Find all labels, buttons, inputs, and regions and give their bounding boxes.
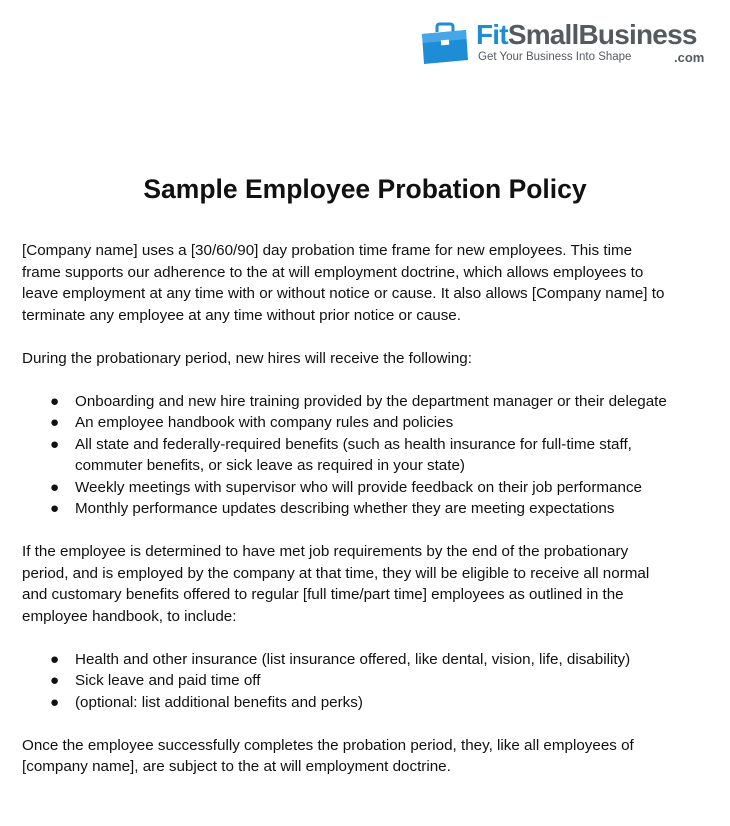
text-line: frame supports our adherence to the at will employment doctrine, which allows employees to	[22, 263, 644, 281]
bullet-icon: ●	[50, 693, 60, 711]
bullet-icon: ●	[50, 672, 60, 689]
list-item-text: An employee handbook with company rules and policies	[75, 414, 454, 431]
bullet-icon: ●	[50, 392, 60, 410]
bullet-icon: ●	[50, 500, 60, 517]
closing-paragraph	[22, 735, 712, 778]
list-item-text: All state and federally-required benefits (such as health insurance for full-time staff,	[75, 435, 632, 453]
bullet-icon: ●	[50, 478, 60, 496]
list-item	[22, 649, 712, 671]
list-item	[22, 498, 712, 520]
bullet-icon: ●	[50, 414, 60, 431]
probation-benefits-list	[22, 391, 712, 520]
list-item-text: Onboarding and new hire training provided by the department manager or their delegate	[75, 392, 667, 410]
list-item-text: Health and other insurance (list insurance offered, like dental, vision, life, disability)	[75, 650, 631, 668]
list-item-text: Monthly performance updates describing whether they are meeting expectations	[75, 500, 615, 517]
text-line: [company name], are subject to the at will employment doctrine.	[22, 758, 451, 775]
logo-wordmark-rest: SmallBusiness	[507, 19, 697, 50]
fitsmallbusiness-logo	[420, 14, 720, 66]
list-item-text: Sick leave and paid time off	[75, 672, 261, 689]
logo-wordmark-fit: Fit	[476, 19, 508, 50]
text-line: terminate any employee at any time without prior notice or cause.	[22, 306, 461, 324]
list-item-text: (optional: list additional benefits and perks)	[75, 693, 363, 711]
text-line: [Company name] uses a [30/60/90] day probation time frame for new employees. This time	[22, 242, 633, 259]
document-body	[22, 240, 712, 778]
list-item-text: commuter benefits, or sick leave as required in your state)	[75, 457, 465, 474]
probation-intro-paragraph: During the probationary period, new hires will receive the following:	[22, 349, 472, 367]
text-line: period, and is employed by the company at that time, they will be eligible to receive all normal	[22, 564, 650, 582]
document-title: Sample Employee Probation Policy	[143, 174, 587, 204]
logo-dotcom: .com	[674, 50, 705, 65]
list-item	[22, 477, 712, 499]
list-item	[22, 391, 712, 413]
bullet-icon: ●	[50, 435, 60, 453]
list-item	[22, 412, 712, 434]
list-item	[22, 434, 712, 477]
list-item-text: Weekly meetings with supervisor who will provide feedback on their job performance	[75, 478, 642, 496]
intro-paragraph	[22, 240, 712, 326]
regular-benefits-list	[22, 649, 712, 714]
briefcase-icon	[420, 20, 470, 66]
list-item	[22, 670, 712, 692]
text-line: If the employee is determined to have met job requirements by the end of the probationary	[22, 543, 629, 560]
bullet-icon: ●	[50, 650, 60, 668]
eligibility-paragraph	[22, 541, 712, 627]
logo-wordmark	[476, 20, 697, 50]
text-line: employee handbook, to include:	[22, 607, 237, 625]
text-line: Once the employee successfully completes the probation period, they, like all employees of	[22, 736, 634, 754]
list-item	[22, 692, 712, 714]
text-line: and customary benefits offered to regular [full time/part time] employees as outlined in the	[22, 586, 624, 603]
logo-tagline: Get Your Business Into Shape	[478, 51, 632, 63]
text-line: leave employment at any time with or without notice or cause. It also allows [Company name] to	[22, 285, 665, 302]
